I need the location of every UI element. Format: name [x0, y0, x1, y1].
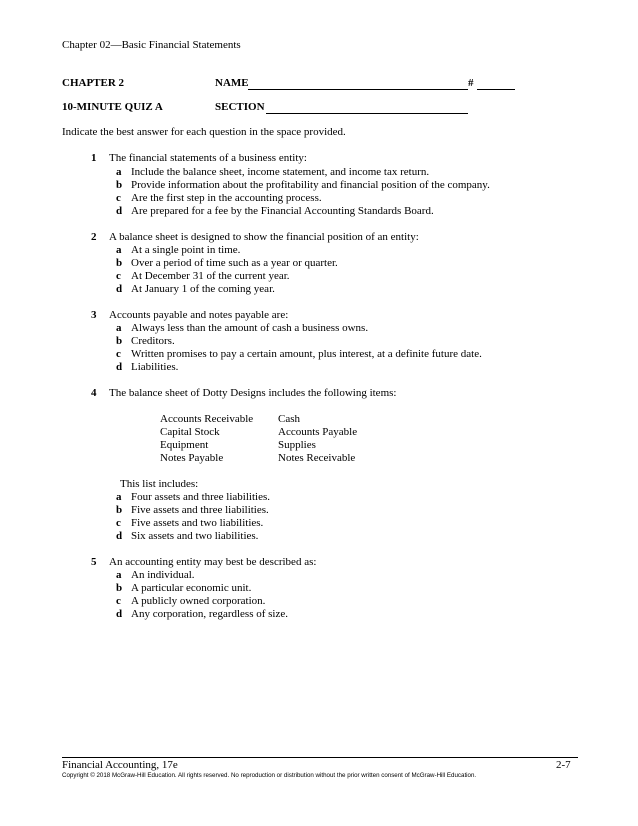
option-letter: a — [116, 322, 122, 334]
section-label: SECTION — [215, 101, 265, 113]
option-text: An individual. — [131, 569, 195, 581]
question-number: 3 — [91, 309, 97, 321]
option-letter: b — [116, 335, 123, 347]
option-letter: b — [116, 582, 123, 594]
option-text: At a single point in time. — [131, 244, 241, 256]
option-letter: a — [116, 166, 122, 178]
option-letter: c — [116, 595, 121, 607]
option-letter: c — [116, 517, 121, 529]
option-letter: a — [116, 491, 122, 503]
footer-book-title: Financial Accounting, 17e — [62, 759, 178, 771]
balance-item: Accounts Payable — [278, 426, 358, 438]
question-number: 4 — [91, 387, 97, 399]
name-blank-line[interactable] — [248, 89, 468, 90]
quiz-title: 10-MINUTE QUIZ A — [62, 101, 163, 113]
option-letter: b — [116, 179, 123, 191]
option-text: Written promises to pay a certain amount, plus interest, at a definite future date. — [131, 348, 482, 360]
option-text: A publicly owned corporation. — [131, 595, 266, 607]
option-text: Always less than the amount of cash a business owns. — [131, 322, 369, 334]
option-text: Four assets and three liabilities. — [131, 491, 270, 503]
option-text: Five assets and three liabilities. — [131, 504, 269, 516]
balance-item: Notes Receivable — [278, 452, 356, 464]
option-text: Include the balance sheet, income statement, and income tax return. — [131, 166, 430, 178]
chapter-label: CHAPTER 2 — [62, 77, 125, 89]
option-letter: c — [116, 348, 121, 360]
option-letter: b — [116, 257, 123, 269]
option-letter: a — [116, 569, 122, 581]
option-text: Five assets and two liabilities. — [131, 517, 264, 529]
footer-page-number: 2-7 — [556, 759, 571, 771]
balance-item: Cash — [278, 413, 300, 425]
option-text: At January 1 of the coming year. — [131, 283, 275, 295]
option-text: Creditors. — [131, 335, 175, 347]
option-text: Any corporation, regardless of size. — [131, 608, 289, 620]
question-stem: Accounts payable and notes payable are: — [109, 309, 289, 321]
option-text: At December 31 of the current year. — [131, 270, 290, 282]
balance-item: Equipment — [160, 439, 209, 451]
question-stem: The balance sheet of Dotty Designs includes the following items: — [109, 387, 397, 399]
question-stem: An accounting entity may best be described as: — [109, 556, 317, 568]
option-text: Are prepared for a fee by the Financial Accounting Standards Board. — [131, 205, 434, 217]
option-letter: d — [116, 361, 123, 373]
balance-item: Capital Stock — [160, 426, 220, 438]
name-label: NAME — [215, 77, 249, 89]
footer-divider — [62, 757, 578, 758]
question-number: 2 — [91, 231, 97, 243]
section-blank-line[interactable] — [266, 113, 468, 114]
option-text: Six assets and two liabilities. — [131, 530, 259, 542]
question-number: 1 — [91, 152, 97, 164]
running-header: Chapter 02—Basic Financial Statements — [62, 39, 241, 51]
option-letter: a — [116, 244, 122, 256]
question-number: 5 — [91, 556, 97, 568]
option-letter: c — [116, 270, 121, 282]
option-letter: d — [116, 530, 123, 542]
option-letter: d — [116, 205, 123, 217]
question-stem: A balance sheet is designed to show the financial position of an entity: — [109, 231, 419, 243]
question-stem: The financial statements of a business entity: — [109, 152, 307, 164]
balance-item: Notes Payable — [160, 452, 224, 464]
balance-item: Supplies — [278, 439, 316, 451]
instructions: Indicate the best answer for each question in the space provided. — [62, 126, 346, 138]
footer-copyright: Copyright © 2018 McGraw-Hill Education. All rights reserved. No reproduction or distribution without the prior written consent of McGraw-Hill Education. — [62, 772, 477, 779]
option-letter: c — [116, 192, 121, 204]
question-lead: This list includes: — [120, 478, 199, 490]
option-text: Provide information about the profitability and financial position of the company. — [131, 179, 490, 191]
option-letter: b — [116, 504, 123, 516]
option-text: Are the first step in the accounting process. — [131, 192, 322, 204]
option-text: Over a period of time such as a year or quarter. — [131, 257, 338, 269]
balance-item: Accounts Receivable — [160, 413, 254, 425]
number-blank-line[interactable] — [477, 89, 515, 90]
option-text: Liabilities. — [131, 361, 179, 373]
option-text: A particular economic unit. — [131, 582, 252, 594]
option-letter: d — [116, 608, 123, 620]
number-label: # — [468, 77, 474, 89]
option-letter: d — [116, 283, 123, 295]
